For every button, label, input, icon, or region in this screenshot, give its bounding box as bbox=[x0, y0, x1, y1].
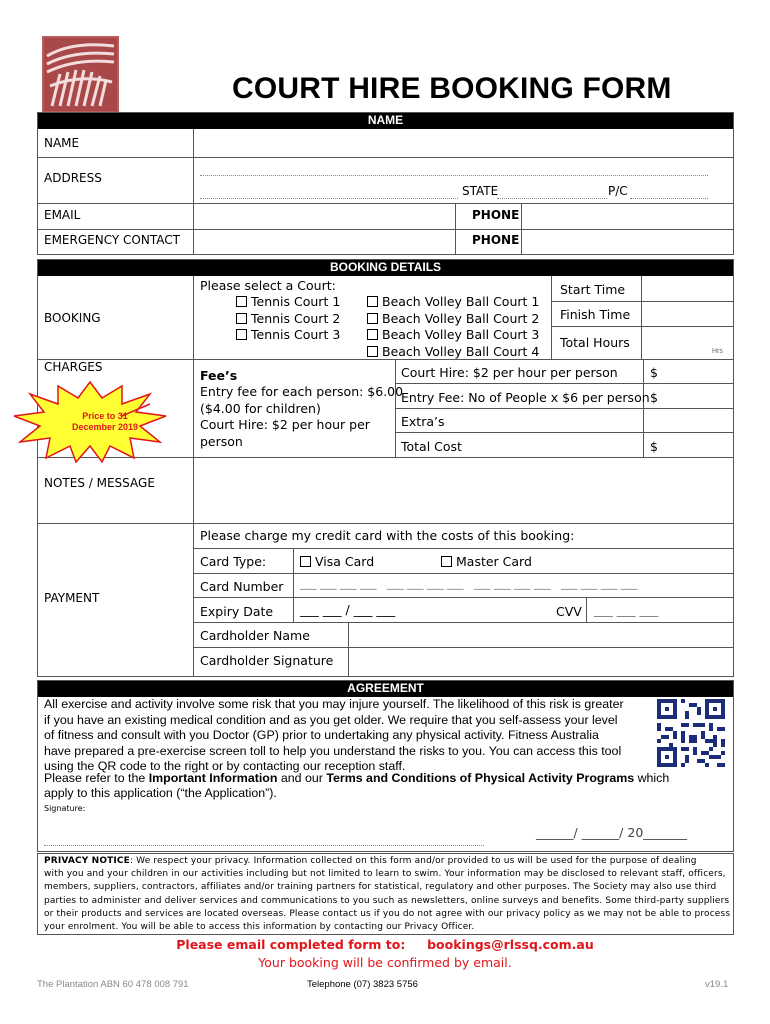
name-section-header: NAME bbox=[37, 112, 734, 129]
cvv-label: CVV bbox=[556, 604, 582, 619]
cardholder-signature-label: Cardholder Signature bbox=[200, 653, 334, 668]
tennis-court-3-checkbox[interactable]: Tennis Court 3 bbox=[236, 327, 340, 342]
booking-label: BOOKING bbox=[44, 311, 101, 325]
expiry-date-field[interactable]: ___ ___ / ___ ___ bbox=[300, 602, 396, 617]
address-line[interactable] bbox=[200, 175, 708, 176]
privacy-notice-text: PRIVACY NOTICE: We respect your privacy. Information collected on this form and/or provided to us will be used for the purpose of dealing with you and your children in our activities including but not limited to learn to swim. Your information may be disclosed to relevant staff, officers, members, suppliers, contractors, affiliates and/or training partners for statistical, regulatory and other purposes. The Society may also use third parties to administer and deliver services and communications to you such as newsletters, online surveys and benefits. Some third-party suppliers or their products and services are located overseas. Please contact us if you do not agree with our privacy policy as we may not be able to process your enrolment. You will be able to access this information by contacting our Privacy Officer. bbox=[44, 856, 731, 933]
signature-date-field[interactable]: ______/ ______/ 20_______ bbox=[536, 825, 688, 840]
state-field[interactable] bbox=[497, 198, 607, 199]
name-field[interactable] bbox=[194, 130, 732, 156]
postcode-field[interactable] bbox=[630, 198, 708, 199]
terms-conditions-link[interactable]: Terms and Conditions of Physical Activity Programs bbox=[326, 771, 635, 785]
hrs-unit: Hrs bbox=[712, 348, 723, 355]
start-time-label: Start Time bbox=[560, 282, 626, 297]
divider bbox=[37, 523, 734, 524]
card-number-field[interactable]: ___ ___ ___ ___ ___ ___ ___ ___ ___ ___ ___ ___ ___ ___ ___ ___ bbox=[300, 577, 638, 590]
payment-label: PAYMENT bbox=[44, 591, 100, 605]
confirmation-note: Your booking will be confirmed by email. bbox=[258, 955, 512, 970]
cvv-field[interactable]: ___ ___ ___ bbox=[594, 602, 659, 617]
agreement-text: All exercise and activity involve some risk that you may injure yourself. The likelihood of this risk is greater if you have an existing medical condition and as you get older. We require that you self-assess your level of fitness and consult with you Doctor (GP) prior to undertaking any physical activity. Fitness Australia have prepared a pre-exercise screen toll to help you understand the risks to you. You can access this tool using the QR code to the right or by contacting our reception staff. bbox=[44, 697, 624, 773]
beach-court-2-checkbox[interactable]: Beach Volley Ball Court 2 bbox=[367, 311, 539, 326]
notes-label: NOTES / MESSAGE bbox=[44, 476, 155, 490]
state-label: STATE bbox=[462, 184, 499, 198]
extras-charge-label: Extra’s bbox=[401, 414, 445, 429]
checkbox-icon bbox=[367, 313, 378, 324]
divider bbox=[37, 157, 734, 158]
select-court-label: Please select a Court: bbox=[200, 278, 336, 293]
card-number-label: Card Number bbox=[200, 579, 284, 594]
total-cost-amount-field[interactable]: $ bbox=[650, 439, 658, 454]
tennis-court-1-checkbox[interactable]: Tennis Court 1 bbox=[236, 294, 340, 309]
emergency-contact-field[interactable] bbox=[194, 230, 454, 254]
total-hours-label: Total Hours bbox=[560, 335, 630, 350]
divider bbox=[551, 276, 552, 359]
email-label: EMAIL bbox=[44, 208, 81, 222]
organisation-logo bbox=[42, 36, 119, 113]
footer-telephone: Telephone (07) 3823 5756 bbox=[307, 979, 418, 990]
address-label: ADDRESS bbox=[44, 171, 102, 185]
checkbox-icon bbox=[441, 556, 452, 567]
divider bbox=[395, 432, 734, 433]
visa-card-checkbox[interactable]: Visa Card bbox=[300, 554, 374, 569]
checkbox-icon bbox=[367, 296, 378, 307]
checkbox-icon bbox=[236, 313, 247, 324]
start-time-field[interactable] bbox=[642, 277, 733, 300]
beach-court-4-checkbox[interactable]: Beach Volley Ball Court 4 bbox=[367, 344, 539, 359]
entry-fee-charge-label: Entry Fee: No of People x $6 per person bbox=[401, 390, 650, 405]
master-card-checkbox[interactable]: Master Card bbox=[441, 554, 532, 569]
cardholder-name-label: Cardholder Name bbox=[200, 628, 310, 643]
total-cost-label: Total Cost bbox=[401, 439, 462, 454]
postcode-label: P/C bbox=[608, 184, 628, 198]
checkbox-icon bbox=[236, 296, 247, 307]
qr-code[interactable] bbox=[657, 699, 725, 767]
card-type-label: Card Type: bbox=[200, 554, 267, 569]
notes-field[interactable] bbox=[194, 458, 732, 522]
entry-fee-amount-field[interactable]: $ bbox=[650, 390, 658, 405]
signature-line[interactable] bbox=[44, 845, 484, 846]
beach-court-1-checkbox[interactable]: Beach Volley Ball Court 1 bbox=[367, 294, 539, 309]
name-label: NAME bbox=[44, 136, 80, 150]
booking-section-header: BOOKING DETAILS bbox=[37, 259, 734, 276]
fees-title: Fee’s bbox=[200, 368, 238, 383]
phone-field[interactable] bbox=[522, 204, 732, 228]
divider bbox=[193, 597, 734, 598]
cardholder-name-field[interactable] bbox=[349, 623, 732, 646]
divider bbox=[455, 203, 456, 255]
divider bbox=[293, 548, 294, 622]
footer-version: v19.1 bbox=[705, 979, 729, 990]
email-instruction[interactable]: Please email completed form to: bookings@rlssq.com.au bbox=[176, 937, 594, 952]
cardholder-signature-field[interactable] bbox=[349, 648, 732, 676]
phone-label: PHONE bbox=[472, 208, 520, 222]
tennis-court-2-checkbox[interactable]: Tennis Court 2 bbox=[236, 311, 340, 326]
court-hire-amount-field[interactable]: $ bbox=[650, 365, 658, 380]
fees-description: Entry fee for each person: $6.00 ($4.00 for children) Court Hire: $2 per hour per person bbox=[200, 384, 404, 449]
emergency-contact-label: EMERGENCY CONTACT bbox=[44, 233, 180, 247]
signature-label: Signature: bbox=[44, 804, 86, 813]
address-line-2[interactable] bbox=[200, 198, 458, 199]
finish-time-label: Finish Time bbox=[560, 307, 631, 322]
expiry-date-label: Expiry Date bbox=[200, 604, 274, 619]
court-hire-charge-label: Court Hire: $2 per hour per person bbox=[401, 365, 618, 380]
checkbox-icon bbox=[236, 329, 247, 340]
checkbox-icon bbox=[300, 556, 311, 567]
emergency-phone-field[interactable] bbox=[522, 230, 732, 254]
extras-amount-field[interactable] bbox=[650, 414, 730, 430]
email-field[interactable] bbox=[194, 204, 454, 228]
divider bbox=[193, 548, 734, 549]
phone-label-2: PHONE bbox=[472, 233, 520, 247]
divider bbox=[586, 597, 587, 622]
checkbox-icon bbox=[367, 346, 378, 357]
form-title: COURT HIRE BOOKING FORM bbox=[232, 72, 672, 105]
badge-text: Price to 31 December 2019 bbox=[71, 411, 139, 432]
divider bbox=[37, 359, 734, 360]
finish-time-field[interactable] bbox=[642, 302, 733, 325]
important-information-link[interactable]: Important Information bbox=[148, 771, 278, 785]
divider bbox=[395, 408, 734, 409]
payment-instruction: Please charge my credit card with the costs of this booking: bbox=[200, 528, 575, 543]
charges-label: CHARGES bbox=[44, 360, 103, 374]
checkbox-icon bbox=[367, 329, 378, 340]
agreement-section-header: AGREEMENT bbox=[37, 680, 734, 697]
divider bbox=[193, 573, 734, 574]
divider bbox=[395, 383, 734, 384]
footer-abn: The Plantation ABN 60 478 008 791 bbox=[37, 979, 189, 990]
beach-court-3-checkbox[interactable]: Beach Volley Ball Court 3 bbox=[367, 327, 539, 342]
terms-reference-2: apply to this application (“the Application”). bbox=[44, 786, 277, 800]
terms-reference: Please refer to the Important Information and our Terms and Conditions of Physical Activity Programs which bbox=[44, 771, 670, 785]
